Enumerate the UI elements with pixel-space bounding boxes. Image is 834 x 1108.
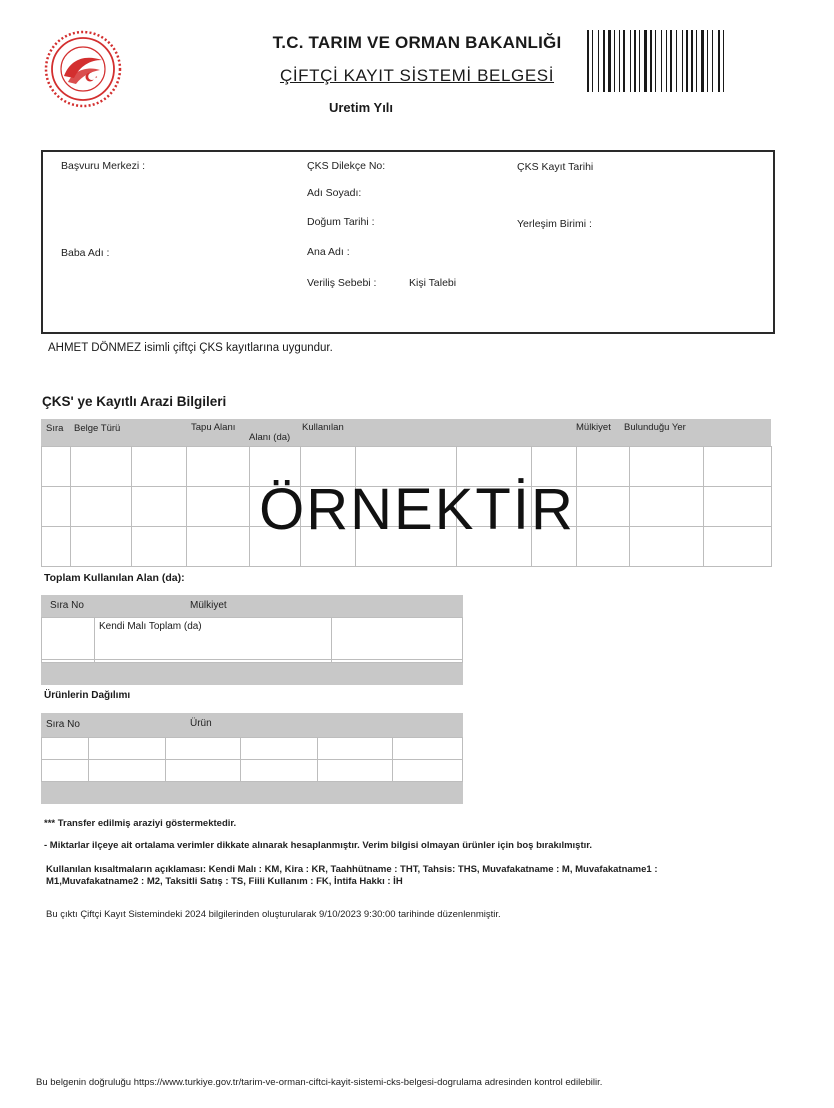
field-baba-adi: Baba Adı : — [61, 247, 110, 259]
col-mulkiyet: Mülkiyet — [190, 600, 227, 611]
col-alani-da: Alanı (da) — [249, 432, 291, 443]
generated-note: Bu çıktı Çiftçi Kayıt Sistemindeki 2024 bilgilerinden oluşturularak 9/10/2023 9:30:00 tarihinde düzenlenmiştir. — [46, 909, 501, 920]
applicant-info-box — [41, 150, 775, 334]
col-urun: Ürün — [190, 718, 212, 729]
abbreviations-line-1: Kullanılan kısaltmaların açıklaması: Kendi Malı : KM, Kira : KR, Taahhütname : THT, Tahsis: THS, Muvafakatname : M, Muvafakatname1 : — [46, 864, 658, 875]
field-verilis-sebebi-value: Kişi Talebi — [409, 277, 457, 289]
products-section-title: Ürünlerin Dağılımı — [44, 690, 131, 701]
col-belge-turu: Belge Türü — [74, 423, 121, 434]
total-table — [41, 617, 463, 663]
products-table-header — [41, 713, 463, 737]
field-ciks-kayit-tarihi: ÇKS Kayıt Tarihi — [517, 161, 594, 173]
col-mulkiyet: Mülkiyet — [576, 422, 611, 433]
land-section-title: ÇKS' ye Kayıtlı Arazi Bilgileri — [42, 394, 227, 409]
field-adi-soyadi: Adı Soyadı: — [307, 187, 362, 199]
products-table-footer — [41, 782, 463, 804]
field-yerlesim-birimi: Yerleşim Birimi : — [517, 218, 592, 230]
col-kullanilan: Kullanılan — [302, 422, 344, 433]
ministry-name: T.C. TARIM VE ORMAN BAKANLIĞI — [272, 33, 562, 52]
land-table-header — [41, 419, 771, 446]
products-table — [41, 737, 463, 782]
table-row — [42, 618, 463, 660]
document-title: ÇİFTÇİ KAYIT SİSTEMİ BELGESİ — [279, 66, 555, 85]
total-table-footer — [41, 663, 463, 685]
field-dogum-tarihi: Doğum Tarihi : — [307, 216, 375, 228]
col-sira: Sıra — [46, 423, 64, 434]
verification-footer: Bu belgenin doğruluğu https://www.turkiye.gov.tr/tarim-ve-orman-ciftci-kayit-sistemi-cks-belgesi-dogrulama adresinden kontrol edilebilir. — [36, 1077, 603, 1088]
col-sira-no: Sıra No — [46, 719, 80, 730]
production-year-label: Uretim Yılı — [328, 100, 394, 115]
field-ana-adi: Ana Adı : — [307, 246, 350, 258]
field-verilis-sebebi: Veriliş Sebebi : — [307, 277, 377, 289]
col-tapu-alani: Tapu Alanı — [191, 422, 236, 433]
abbreviations-line-2: M1,Muvafakatname2 : M2, Taksitli Satış : TS, Fiili Kullanım : FK, İntifa Hakkı : İH — [46, 876, 403, 887]
sample-watermark: ÖRNEKTİR — [259, 477, 575, 542]
transfer-note: *** Transfer edilmiş araziyi göstermektedir. — [44, 818, 237, 829]
col-sira-no: Sıra No — [50, 600, 84, 611]
col-bulundugu-yer: Bulunduğu Yer — [624, 422, 686, 433]
kendi-mali-toplam-label: Kendi Malı Toplam (da) — [95, 618, 332, 660]
yield-note: - Miktarlar ilçeye ait ortalama verimler dikkate alınarak hesaplanmıştır. Verim bilgisi olmayan ürünler için boş bırakılmıştır. — [44, 840, 593, 851]
total-table-header — [41, 595, 463, 617]
compliance-statement: AHMET DÖNMEZ isimli çiftçi ÇKS kayıtlarına uygundur. — [48, 342, 333, 354]
table-row — [42, 760, 463, 782]
table-row — [42, 738, 463, 760]
field-basvuru-merkezi: Başvuru Merkezi : — [61, 160, 146, 172]
barcode-icon — [585, 30, 775, 92]
field-ciks-dilekce-no: ÇKS Dilekçe No: — [307, 160, 386, 172]
total-area-title: Toplam Kullanılan Alan (da): — [44, 572, 185, 584]
